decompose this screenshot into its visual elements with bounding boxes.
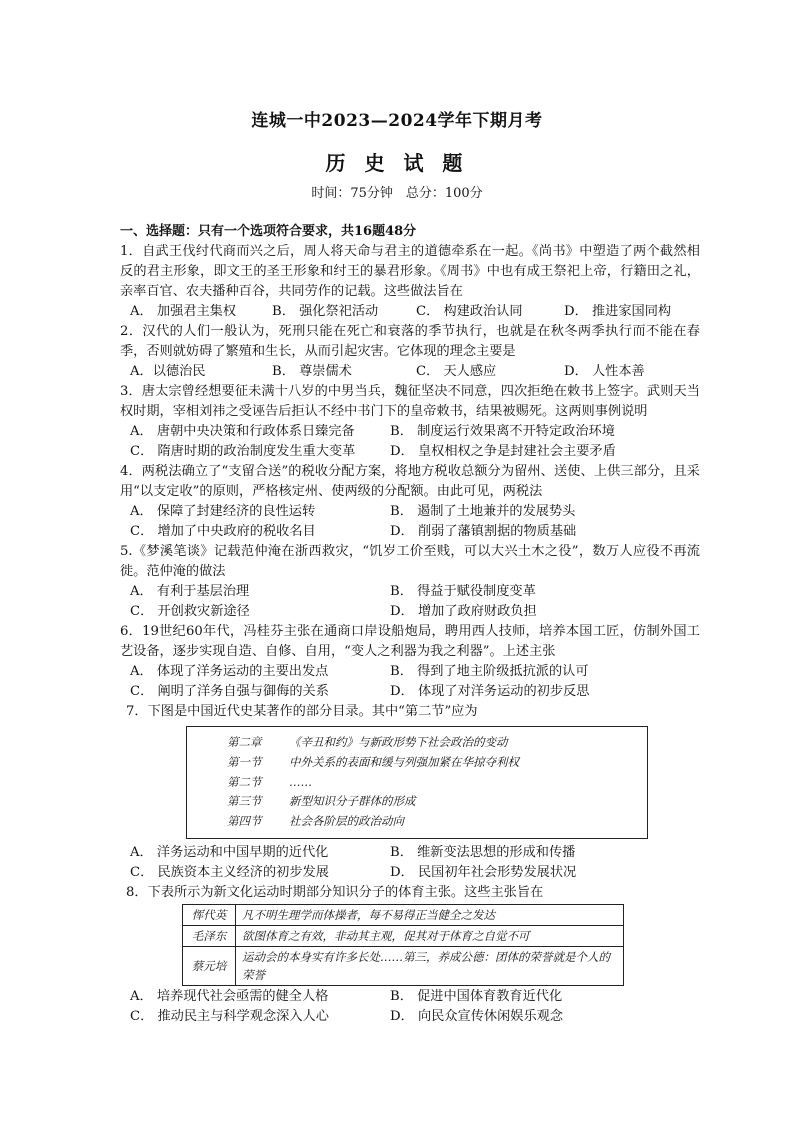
question-7-options (130, 843, 700, 883)
question-2-option-c: C． 天人感应 (416, 364, 497, 379)
section-heading: 一、选择题：只有一个选项符合要求，共16题48分 (120, 224, 417, 239)
toc-key: 第四节 (227, 814, 262, 829)
toc-key: 第二章 (227, 735, 262, 749)
table-cell-name: 恽代英 (183, 904, 236, 925)
question-1-option-c: C． 构建政治认同 (416, 304, 523, 319)
toc-row (227, 812, 647, 832)
question-7-option-b: B． 维新变法思想的形成和传播 (390, 844, 576, 860)
question-5-option-c: C． 开创救灾新途径 (130, 604, 250, 619)
question-8-option-d: D． 向民众宣传休闲娱乐观念 (390, 1008, 564, 1024)
question-2-option-a: A．以德治民 (130, 364, 206, 379)
question-4-option-c: C． 增加了中央政府的税收名目 (130, 524, 316, 539)
question-8-option-b: B． 促进中国体育教育近代化 (390, 988, 563, 1004)
table-row (183, 925, 624, 946)
question-6-option-d: D． 体现了对洋务运动的初步反思 (390, 684, 590, 699)
question-6-option-c: C． 阐明了洋务自强与御侮的关系 (130, 684, 329, 699)
question-7-stem: 7．下图是中国近代史某著作的部分目录。其中“第二节”应为 (126, 704, 478, 719)
question-4-option-a: A． 保障了封建经济的良性运转 (130, 504, 316, 519)
question-2-option-b: B． 尊崇儒术 (272, 364, 352, 379)
toc-row (227, 753, 647, 773)
question-7-option-d: D． 民国初年社会形势发展状况 (390, 864, 577, 880)
table-cell-name: 蔡元培 (183, 946, 236, 985)
table-of-contents-box (186, 726, 648, 839)
toc-key: 第三节 (227, 794, 262, 809)
sports-views-table (182, 904, 624, 986)
question-4-option-d: D． 削弱了藩镇割据的物质基础 (390, 524, 577, 539)
toc-value: 《辛丑和约》与新政形势下社会政治的变动 (289, 735, 508, 749)
question-4-option-b: B． 遏制了土地兼并的发展势头 (390, 504, 576, 519)
question-6-stem: 6．19世纪60年代，冯桂芬主张在通商口岸设船炮局，聘用西人技师，培养本国工匠，仿制外国工艺设备，逐步实现自造、自修、自用，“变人之利器为我之利器”。上述主张 (120, 624, 700, 659)
question-2-option-d: D． 人性本善 (564, 364, 645, 379)
question-2-stem: 2．汉代的人们一般认为，死刑只能在死亡和衰落的季节执行，也就是在秋冬两季执行而不能在春季，否则就妨碍了繁殖和生长，从而引起灾害。它体现的理念主要是 (120, 324, 700, 359)
toc-value: …… (289, 774, 312, 789)
question-4-options (130, 502, 700, 542)
table-row (183, 904, 624, 925)
question-6-option-a: A． 体现了洋务运动的主要出发点 (130, 664, 329, 679)
question-2-options (130, 362, 700, 382)
toc-value: 社会各阶层的政治动向 (289, 814, 404, 829)
question-1-option-d: D． 推进家国同构 (564, 304, 672, 319)
exam-subtitle: 历 史 试 题 (325, 151, 469, 175)
question-1-stem: 1．自武王伐纣代商而兴之后，周人将天命与君主的道德牵系在一起。《尚书》中塑造了两个截然相反的君主形象，即文王的圣王形象和纣王的暴君形象。《周书》中也有成王祭祀上帝，行籍田之礼，亲率百官、农夫播种百谷，共同劳作的记载。这些做法旨在 (120, 244, 700, 299)
question-8-options (130, 987, 700, 1027)
question-4-stem: 4．两税法确立了“支留合送”的税收分配方案，将地方税收总额分为留州、送使、上供三部分，且采用“以支定收”的原则，严格核定州、使两级的分配额。由此可见，两税法 (120, 464, 700, 499)
question-6-option-b: B． 得到了地主阶级抵抗派的认可 (390, 664, 589, 679)
table-row (183, 946, 624, 985)
question-3-stem: 3．唐太宗曾经想要征未满十八岁的中男当兵，魏征坚决不同意，四次拒绝在敕书上签字。武则天当权时期，宰相刘祎之受诬告后拒认不经中书门下的皇帝敕书，结果被赐死。这两则事例说明 (120, 384, 700, 419)
exam-meta: 时间：75分钟 总分：100分 (311, 186, 483, 201)
toc-value: 中外关系的表面和缓与列强加紧在华掠夺利权 (289, 754, 519, 769)
question-3-option-c: C． 隋唐时期的政治制度发生重大变革 (130, 444, 356, 459)
question-5-option-b: B． 得益于赋役制度变革 (390, 584, 536, 599)
table-cell-text: 欲图体育之有效，非动其主观，促其对于体育之自觉不可 (236, 925, 624, 946)
table-cell-name: 毛泽东 (183, 925, 236, 946)
toc-row (227, 733, 647, 753)
question-3-options (130, 422, 700, 462)
question-5-option-a: A． 有利于基层治理 (130, 584, 250, 599)
question-1-option-b: B． 强化祭祀活动 (272, 304, 379, 319)
question-8-option-c: C． 推动民主与科学观念深入人心 (130, 1008, 329, 1024)
question-3-option-a: A． 唐朝中央决策和行政体系日臻完备 (130, 424, 355, 439)
toc-value: 新型知识分子群体的形成 (289, 794, 416, 809)
toc-row (227, 773, 647, 793)
question-7-option-a: A． 洋务运动和中国早期的近代化 (130, 844, 329, 860)
question-6-options (130, 662, 700, 702)
question-5-option-d: D． 增加了政府财政负担 (390, 604, 537, 619)
question-5-stem: 5.《梦溪笔谈》记载范仲淹在浙西救灾，“饥岁工价至贱，可以大兴土木之役”，数万人应役不再流徙。范仲淹的做法 (120, 544, 700, 579)
toc-key: 第一节 (227, 754, 262, 769)
question-list (120, 222, 700, 1027)
question-8-option-a: A． 培养现代社会亟需的健全人格 (130, 988, 329, 1004)
toc-key: 第二节 (227, 774, 262, 789)
table-cell-text: 凡不明生理学而体操者，每不易得正当健全之发达 (236, 904, 624, 925)
question-3-option-d: D． 皇权相权之争是封建社会主要矛盾 (390, 444, 616, 459)
toc-row (227, 792, 647, 812)
table-cell-text: 运动会的本身实有许多长处……第三，养成公德：团体的荣誉就是个人的荣誉 (236, 946, 624, 985)
question-1-option-a: A． 加强君主集权 (130, 304, 237, 319)
question-5-options (130, 582, 700, 622)
question-3-option-b: B． 制度运行效果离不开特定政治环境 (390, 424, 615, 439)
question-8-stem: 8．下表所示为新文化运动时期部分知识分子的体育主张。这些主张旨在 (126, 884, 544, 900)
question-1-options (130, 302, 700, 322)
question-7-option-c: C． 民族资本主义经济的初步发展 (130, 864, 329, 880)
exam-title: 连城一中2023—2024学年下期月考 (251, 111, 543, 131)
